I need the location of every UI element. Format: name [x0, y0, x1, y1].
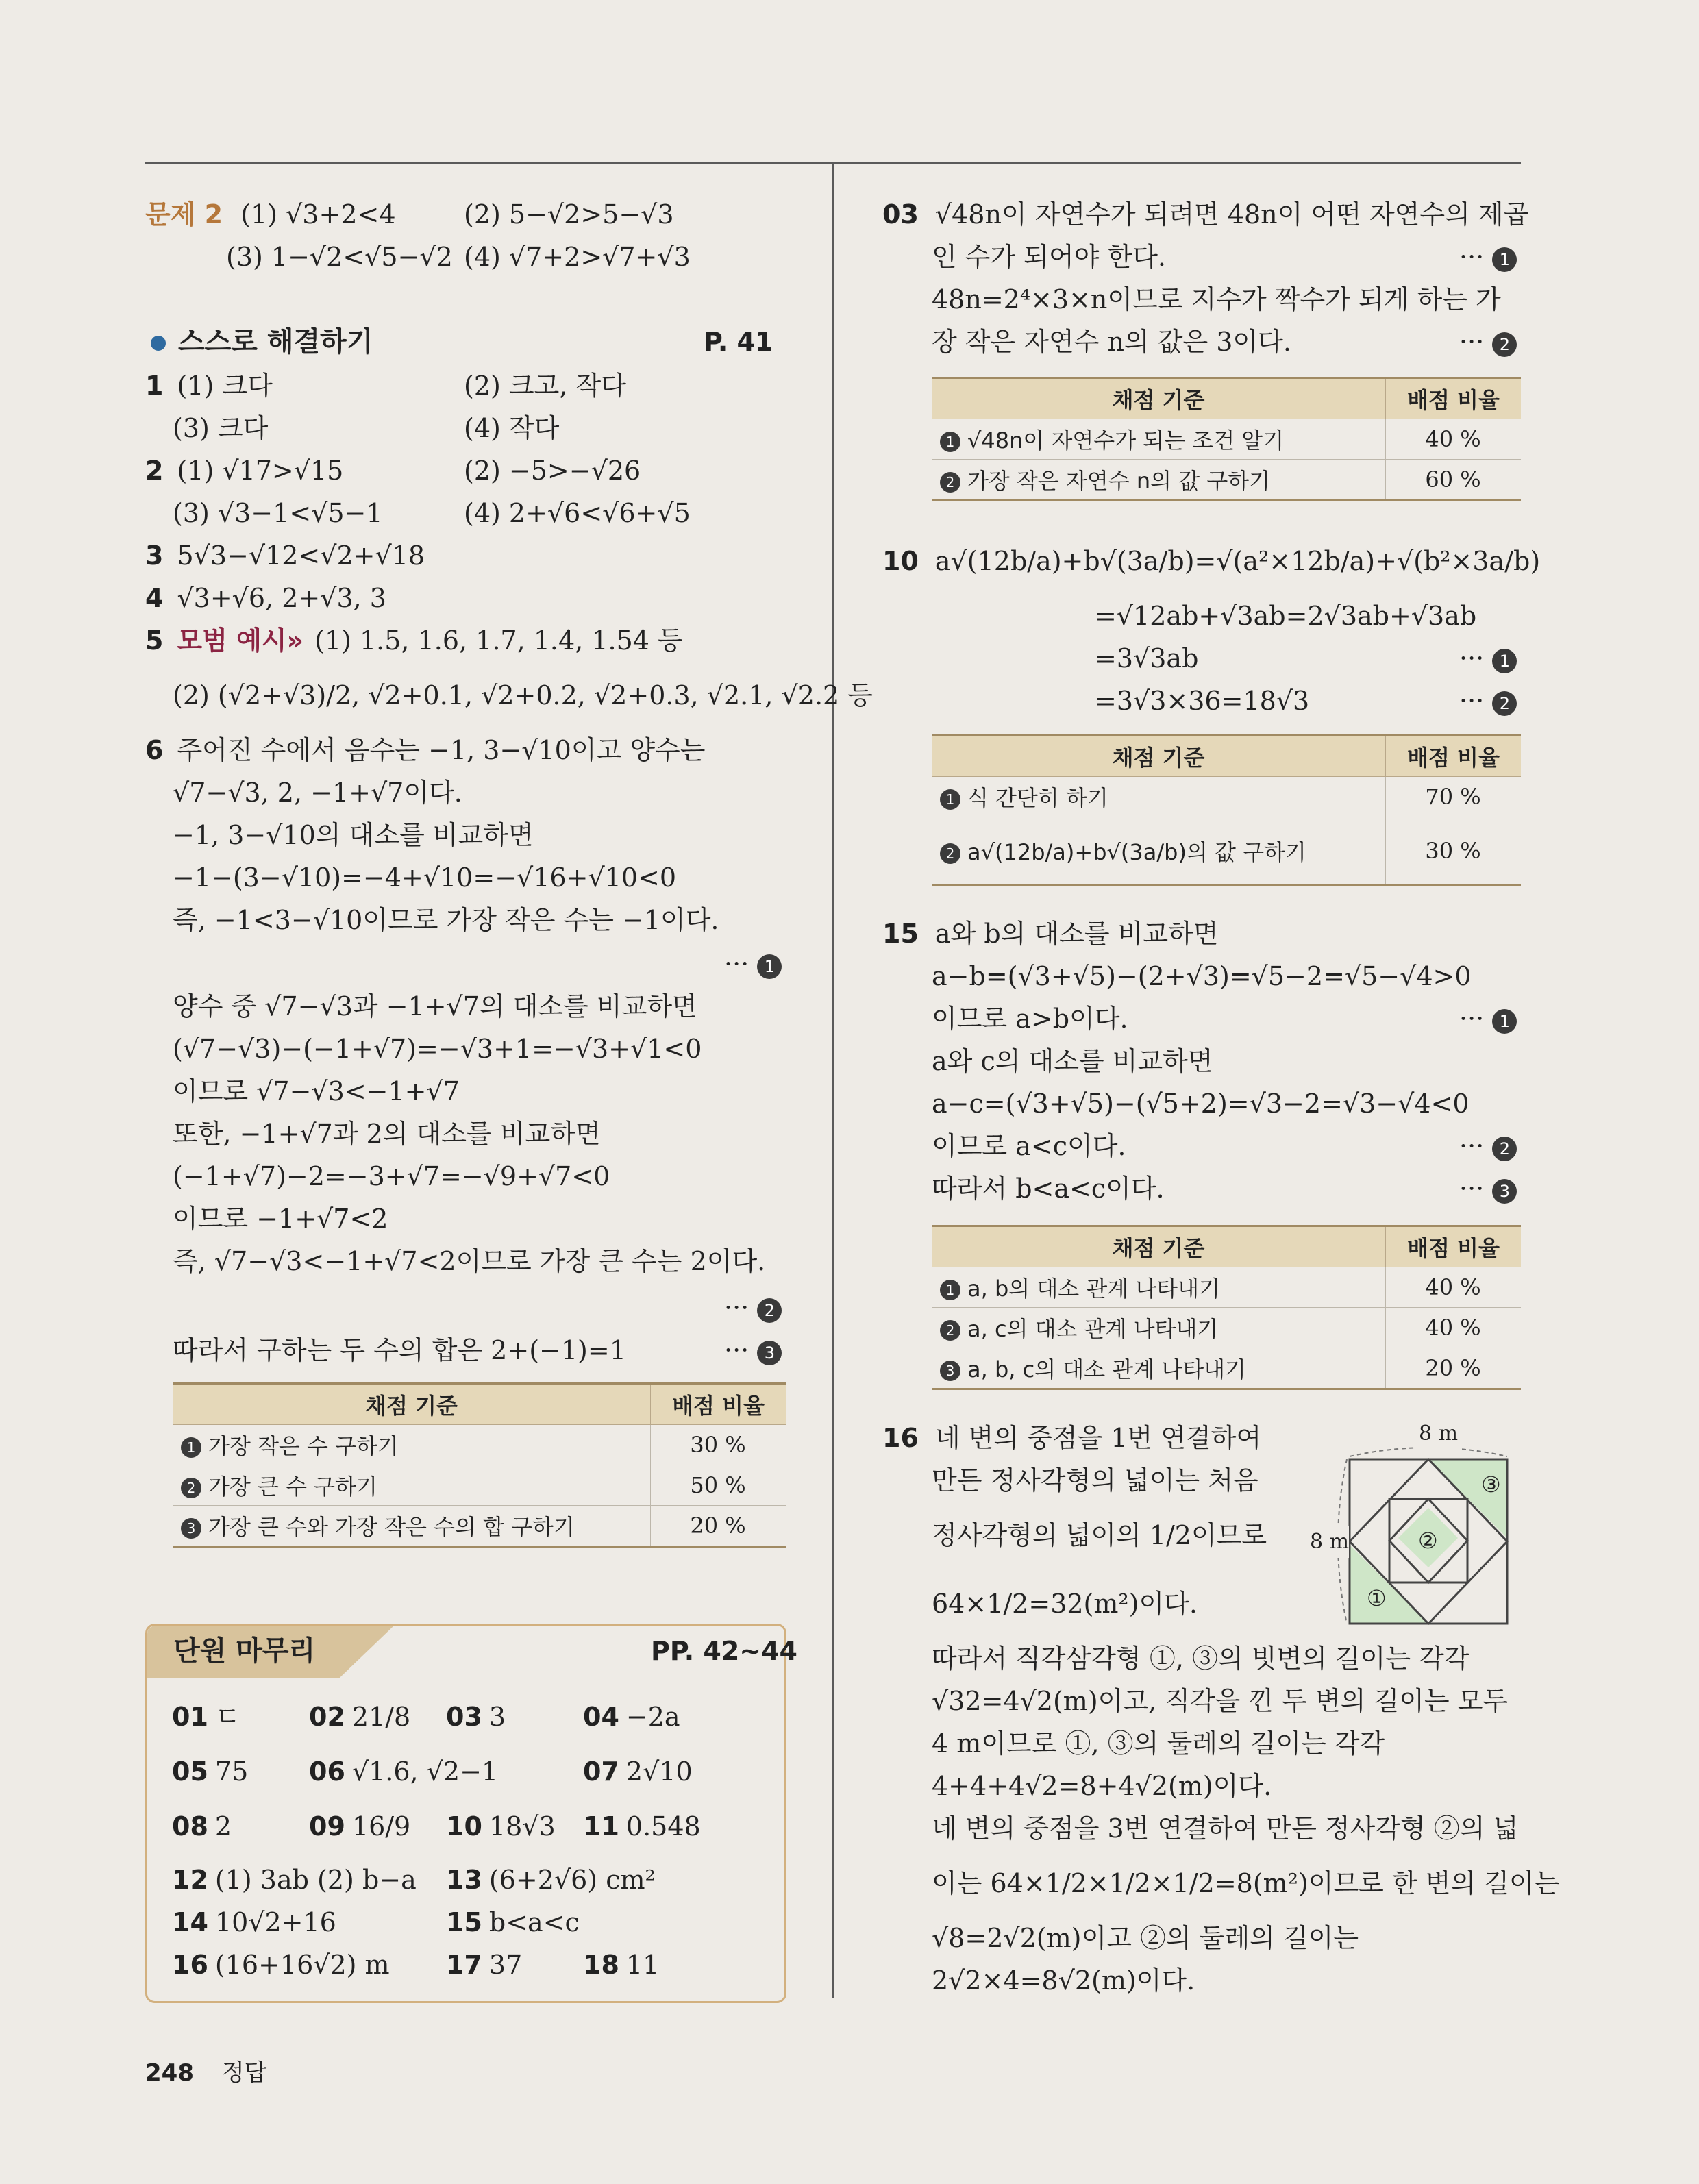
problem2-label: 문제 2 — [145, 199, 223, 229]
answer-05: 05 75 — [172, 1757, 249, 1787]
q10-score-table: 채점 기준 배점 비율 1 식 간단히 하기 70 % 2 a√(12b/a)+b√(3a/b)의 값 구하기 30 % — [932, 734, 1521, 886]
answer-11: 11 0.548 — [583, 1811, 701, 1841]
q15-marker-3: ··· 3 — [1459, 1173, 1517, 1204]
q1-b: (2) 크고, 작다 — [464, 371, 626, 401]
answer-12: 12 (1) 3ab (2) b−a — [172, 1865, 417, 1895]
answer-14: 14 10√2+16 — [172, 1907, 336, 1937]
q6-line6: (√7−√3)−(−1+√7)=−√3+1=−√3+√1<0 — [173, 1034, 702, 1064]
q1-d: (4) 작다 — [464, 413, 560, 443]
q3: 3 5√3−√12<√2+√18 — [145, 541, 425, 571]
q6-line8: 또한, −1+√7과 2의 대소를 비교하면 — [173, 1119, 601, 1149]
answer-17: 17 37 — [446, 1950, 523, 1980]
q5-line1: 5 모범 예시» (1) 1.5, 1.6, 1.7, 1.4̇, 1.54̇ 등 — [145, 625, 683, 656]
answer-01: 01 ㄷ — [172, 1702, 240, 1732]
answer-08: 08 2 — [172, 1811, 232, 1841]
page-number: 248 — [145, 2059, 194, 2087]
problem2-d: (4) √7+2>√7+√3 — [464, 242, 691, 272]
answer-04: 04 −2a — [583, 1702, 680, 1732]
marker-3: ··· 3 — [724, 1335, 782, 1366]
q1-c: (3) 크다 — [173, 413, 269, 443]
q16-line10: √8=2√2(m)이고 ②의 둘레의 길이는 — [932, 1923, 1359, 1953]
answer-03: 03 3 — [446, 1702, 506, 1732]
nested-squares-figure — [1309, 1418, 1521, 1630]
q5-line2: (2) (√2+√3)/2, √2+0.1, √2+0.2, √2+0.3, √2.1, √2.2 등 — [173, 680, 873, 710]
answer-07: 07 2√10 — [583, 1757, 693, 1787]
q16-line7: 4+4+4√2=8+4√2(m)이다. — [932, 1771, 1272, 1801]
q10-line2: =3√3ab — [1095, 643, 1199, 673]
footer-label: 정답 — [221, 2059, 267, 2087]
q16-line3: 64×1/2=32(m²)이다. — [932, 1589, 1198, 1619]
unit-review-box — [145, 1624, 797, 2003]
unit-review-title: 단원 마무리 — [173, 1635, 316, 1667]
q6-line2: −1, 3−√10의 대소를 비교하면 — [173, 820, 534, 850]
q2-c: (3) √3−1<√5−1 — [173, 498, 383, 528]
table-row: 2 a, c의 대소 관계 나타내기 40 % — [932, 1308, 1521, 1348]
q6-line7: 이므로 √7−√3<−1+√7 — [173, 1076, 460, 1106]
q15-marker-2: ··· 2 — [1459, 1130, 1517, 1162]
q15-line5: 이므로 a<c이다. — [932, 1131, 1126, 1161]
q2-b: (2) −5>−√26 — [464, 456, 641, 486]
q16-line0: 16 네 변의 중점을 1번 연결하여 — [882, 1423, 1262, 1453]
q15-line2: 이므로 a>b이다. — [932, 1004, 1128, 1034]
figure-side-label: 8 m — [1310, 1526, 1349, 1558]
answer-09: 09 16/9 — [309, 1811, 411, 1841]
self-solve-title: 스스로 해결하기 — [178, 326, 373, 358]
q16-line6: 4 m이므로 ①, ③의 둘레의 길이는 각각 — [932, 1728, 1385, 1759]
q10-line0: 10 a√(12b/a)+b√(3a/b)=√(a²×12b/a)+√(b²×3a/b) — [882, 546, 1541, 576]
q15-marker-1: ··· 1 — [1459, 1003, 1517, 1034]
q5-model-label: 모범 예시» — [177, 625, 304, 656]
q16-line11: 2√2×4=8√2(m)이다. — [932, 1965, 1195, 1996]
q6-line1: √7−√3, 2, −1+√7이다. — [173, 778, 462, 808]
answer-15: 15 b<a<c — [446, 1907, 580, 1937]
problem2-c: (3) 1−√2<√5−√2 — [226, 242, 453, 272]
q03-score-table: 채점 기준 배점 비율 1 √48n이 자연수가 되는 조건 알기 40 % 2 가장 작은 자연수 n의 값 구하기 60 % — [932, 377, 1521, 501]
q6-score-table: 채점 기준 배점 비율 1 가장 작은 수 구하기 30 % 2 가장 큰 수 구하기 50 % 3 가장 큰 수와 가장 작은 수의 합 구하기 20 % — [173, 1382, 786, 1548]
q6-line10: 이므로 −1+√7<2 — [173, 1204, 388, 1234]
q15-line0: 15 a와 b의 대소를 비교하면 — [882, 919, 1219, 949]
answer-13: 13 (6+2√6) cm² — [446, 1865, 656, 1895]
q03-line0: 03 √48n이 자연수가 되려면 48n이 어떤 자연수의 제곱 — [882, 199, 1529, 229]
q15-line1: a−b=(√3+√5)−(2+√3)=√5−2=√5−√4>0 — [932, 961, 1472, 991]
table-row: 2 가장 큰 수 구하기 50 % — [173, 1465, 786, 1506]
self-solve-page: P. 41 — [704, 327, 773, 357]
answer-10: 10 18√3 — [446, 1811, 556, 1841]
bullet-icon — [151, 336, 166, 351]
table-row: 1 식 간단히 하기 70 % — [932, 777, 1521, 817]
q2-d: (4) 2+√6<√6+√5 — [464, 498, 691, 528]
problem2-line1 — [145, 199, 396, 230]
q03-marker-2: ··· 2 — [1459, 326, 1517, 358]
q6-line5: 양수 중 √7−√3과 −1+√7의 대소를 비교하면 — [173, 991, 697, 1021]
q6-line3: −1−(3−√10)=−4+√10=−√16+√10<0 — [173, 863, 677, 893]
q6-line4: 즉, −1<3−√10이므로 가장 작은 수는 −1이다. — [173, 905, 719, 935]
q6-line0: 6 주어진 수에서 음수는 −1, 3−√10이고 양수는 — [145, 735, 706, 765]
answer-02: 02 21/8 — [309, 1702, 411, 1732]
marker-1: ··· 1 — [724, 948, 782, 980]
figure-region-2-label: ② — [1418, 1528, 1438, 1554]
figure-region-1-label: ① — [1367, 1585, 1387, 1611]
table-row: 1 a, b의 대소 관계 나타내기 40 % — [932, 1267, 1521, 1308]
table-row: 1 가장 작은 수 구하기 30 % — [173, 1425, 786, 1465]
q16-line1: 만든 정사각형의 넓이는 처음 — [932, 1465, 1258, 1496]
table-row: 3 a, b, c의 대소 관계 나타내기 20 % — [932, 1348, 1521, 1389]
figure-top-label: 8 m — [1415, 1418, 1462, 1450]
q03-marker-1: ··· 1 — [1459, 241, 1517, 273]
q10-marker-1: ··· 1 — [1459, 643, 1517, 674]
self-solve-header — [151, 326, 373, 358]
q1-row1: 1 (1) 크다 — [145, 371, 273, 401]
q10-line3: =3√3×36=18√3 — [1095, 686, 1310, 716]
q16-line2: 정사각형의 넓이의 1/2이므로 — [932, 1520, 1267, 1550]
table-row: 1 √48n이 자연수가 되는 조건 알기 40 % — [932, 419, 1521, 460]
q6-line9: (−1+√7)−2=−3+√7=−√9+√7<0 — [173, 1161, 610, 1191]
answer-18: 18 11 — [583, 1950, 660, 1980]
problem2-b: (2) 5−√2>5−√3 — [464, 199, 674, 229]
q2-row1: 2 (1) √17>√15 — [145, 456, 344, 486]
unit-review-pages: PP. 42~44 — [651, 1636, 797, 1666]
q10-marker-2: ··· 2 — [1459, 685, 1517, 717]
q03-line1: 인 수가 되어야 한다. — [932, 242, 1166, 272]
column-divider — [832, 162, 834, 1998]
page-footer — [145, 2054, 267, 2087]
q03-line3: 장 작은 자연수 n의 값은 3이다. — [932, 327, 1291, 357]
answer-16: 16 (16+16√2) m — [172, 1950, 390, 1980]
table-row: 2 a√(12b/a)+b√(3a/b)의 값 구하기 30 % — [932, 817, 1521, 886]
table-row: 3 가장 큰 수와 가장 작은 수의 합 구하기 20 % — [173, 1506, 786, 1547]
q10-line1: =√12ab+√3ab=2√3ab+√3ab — [1095, 601, 1477, 631]
q16-line5: √32=4√2(m)이고, 직각을 낀 두 변의 길이는 모두 — [932, 1686, 1509, 1716]
q6-line11: 즉, √7−√3<−1+√7<2이므로 가장 큰 수는 2이다. — [173, 1246, 766, 1276]
unit-review-header — [147, 1626, 797, 1678]
q03-line2: 48n=2⁴×3×n이므로 지수가 짝수가 되게 하는 가 — [932, 284, 1501, 314]
q16-line9: 이는 64×1/2×1/2×1/2=8(m²)이므로 한 변의 길이는 — [932, 1868, 1560, 1898]
q15-line3: a와 c의 대소를 비교하면 — [932, 1046, 1213, 1076]
figure-region-3-label: ③ — [1481, 1472, 1501, 1498]
marker-2: ··· 2 — [724, 1292, 782, 1324]
q4: 4 √3+√6, 2+√3, 3 — [145, 583, 386, 613]
q16-line4: 따라서 직각삼각형 ①, ③의 빗변의 길이는 각각 — [932, 1643, 1469, 1674]
q6-line12: 따라서 구하는 두 수의 합은 2+(−1)=1 — [173, 1335, 626, 1365]
q16-line8: 네 변의 중점을 3번 연결하여 만든 정사각형 ②의 넓 — [932, 1813, 1519, 1844]
table-row: 2 가장 작은 자연수 n의 값 구하기 60 % — [932, 460, 1521, 501]
q15-score-table: 채점 기준 배점 비율 1 a, b의 대소 관계 나타내기 40 % 2 a, c의 대소 관계 나타내기 40 % 3 a, b, c의 대소 관계 나타내기 20 % — [932, 1225, 1521, 1390]
q15-line6: 따라서 b<a<c이다. — [932, 1174, 1165, 1204]
answer-06: 06 √1.6, √2−1 — [309, 1757, 499, 1787]
q15-line4: a−c=(√3+√5)−(√5+2)=√3−2=√3−√4<0 — [932, 1089, 1469, 1119]
problem2-a: (1) √3+2<4 — [240, 199, 396, 229]
